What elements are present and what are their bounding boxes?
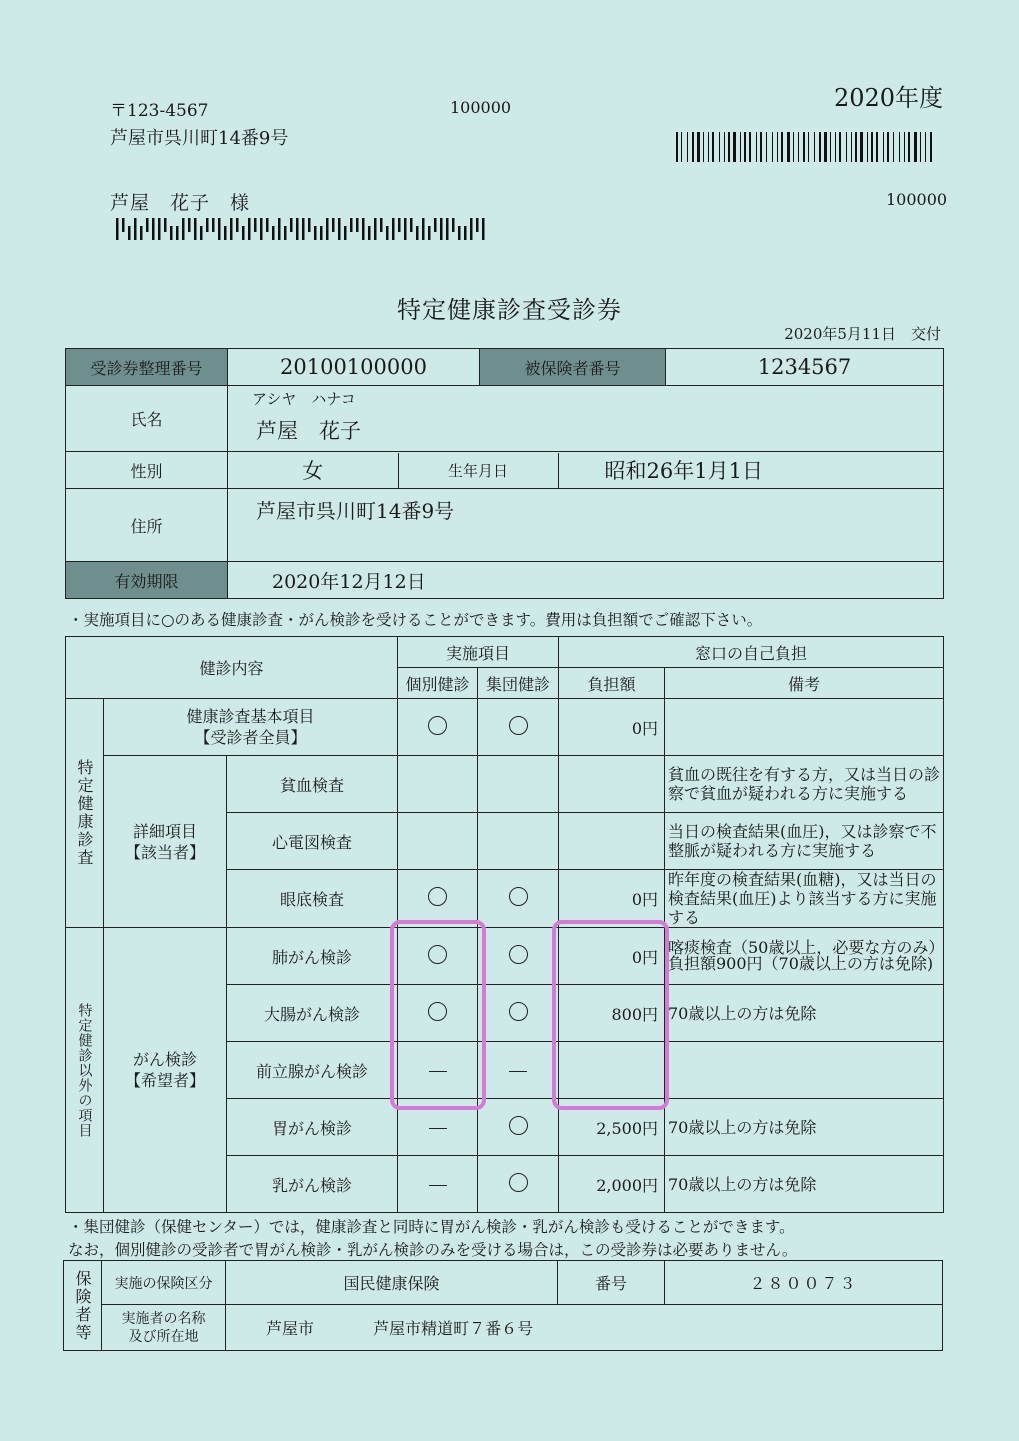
individual-circle-mark: [428, 716, 447, 735]
code-right: 100000: [886, 190, 948, 209]
barcode-bar: [887, 132, 889, 162]
barcode-bar: [883, 132, 884, 162]
barcode-bar: [920, 132, 921, 162]
group-circle-mark: [509, 887, 528, 906]
postal-barcode-bar: [116, 218, 119, 240]
group-mark: [478, 1099, 559, 1156]
postal-barcode-bar: [236, 218, 239, 232]
group-mark: [478, 985, 559, 1042]
postal-code: 〒123-4567: [110, 101, 209, 121]
exam-table: [65, 636, 944, 1213]
cost: 2,500円: [559, 1099, 665, 1156]
postal-barcode-bar: [248, 218, 251, 240]
exam-row: [66, 756, 944, 813]
note-group-line1: ・集団健診（保健センター）では，健康診査と同時に胃がん検診・乳がん検診も受けることができます。: [68, 1218, 795, 1236]
remarks: 貧血の既往を有する方，又は当日の診察で貧血が疑われる方に実施する: [665, 756, 944, 813]
barcode-bar: [772, 132, 773, 162]
individual-dash-mark: [429, 1185, 447, 1186]
remarks: 当日の検査結果(血圧)，又は診察で不整脈が疑われる方に実施する: [665, 813, 944, 870]
remarks: [665, 1042, 944, 1099]
insurer-name-label: 実施者の名称 及び所在地: [102, 1305, 226, 1351]
postal-barcode-bar: [368, 226, 371, 240]
exam-name: 前立腺がん検診: [227, 1042, 398, 1099]
header-note: 備考: [665, 668, 944, 699]
remarks: 70歳以上の方は免除: [665, 985, 944, 1042]
sex-label: 性別: [66, 452, 228, 489]
postal-barcode-bar: [308, 218, 311, 232]
cost: 800円: [559, 985, 665, 1042]
exam-row: [66, 928, 944, 985]
barcode-bar: [712, 132, 714, 162]
barcode-bar: [676, 132, 678, 162]
section-other-items: 特定健診以外の項目: [66, 928, 104, 1213]
exam-name: 大腸がん検診: [227, 985, 398, 1042]
postal-barcode-bar: [152, 218, 155, 240]
postal-barcode-bar: [398, 218, 401, 232]
postal-barcode-bar: [182, 218, 185, 240]
barcode-bar: [876, 132, 878, 162]
insurer-location: 芦屋市精道町７番６号: [373, 1319, 534, 1338]
insurer-name: 芦屋市: [266, 1319, 315, 1338]
insured-no-label: 被保険者番号: [480, 349, 666, 386]
note-group: [68, 1216, 797, 1262]
insurer-section: 保険者等: [64, 1261, 102, 1351]
header-individual: 個別健診: [398, 668, 478, 699]
barcode-bar: [703, 132, 704, 162]
cost: [559, 813, 665, 870]
postal-barcode-bar: [320, 226, 323, 240]
individual-mark: [398, 813, 478, 870]
barcode-bar: [904, 132, 905, 162]
insurance-type-label: 実施の保険区分: [102, 1261, 226, 1305]
barcode-bar: [851, 132, 852, 162]
barcode-bar: [692, 132, 694, 162]
postal-barcode-bar: [434, 218, 437, 232]
postal-barcode-bar: [188, 218, 191, 232]
postal-barcode-bar: [170, 226, 173, 240]
remarks: 70歳以上の方は免除: [665, 1099, 944, 1156]
insurance-type: 国民健康保険: [226, 1261, 558, 1305]
postal-barcode-bar: [416, 226, 419, 240]
group-mark: [478, 1156, 559, 1213]
postal-barcode-bar: [140, 226, 143, 240]
barcode-bar: [899, 132, 900, 162]
barcode-bar: [749, 132, 751, 162]
postal-barcode-bar: [386, 226, 389, 240]
detail-items-label: 詳細項目 【該当者】: [104, 756, 227, 928]
insurer-no: ２８００７３: [665, 1261, 943, 1305]
insurer-table: [63, 1260, 943, 1351]
postal-barcode-bar: [338, 218, 341, 240]
barcode-bar: [787, 132, 790, 162]
code-top: 100000: [450, 98, 512, 117]
exam-row: [66, 699, 944, 756]
group-mark: [478, 756, 559, 813]
remarks: [665, 699, 944, 756]
postal-barcode-bar: [332, 218, 335, 232]
barcode-bar: [914, 132, 917, 162]
basic-items-label: 健康診査基本項目 【受診者全員】: [104, 699, 398, 756]
barcode-bar: [867, 132, 868, 162]
mailing-address: 芦屋市呉川町14番9号: [110, 128, 289, 149]
group-circle-mark: [509, 1002, 528, 1021]
postal-barcode-bar: [404, 218, 407, 240]
postal-barcode-bar: [452, 218, 455, 232]
postal-barcode-bar: [464, 226, 467, 240]
remarks: 70歳以上の方は免除: [665, 1156, 944, 1213]
header-cost: 負担額: [559, 668, 665, 699]
individual-mark: [398, 699, 478, 756]
postal-barcode-bar: [164, 218, 167, 232]
barcode-bar: [893, 132, 894, 162]
section-specific-checkup: 特定健康診査: [66, 699, 104, 928]
barcode-bar: [814, 132, 815, 162]
postal-barcode-bar: [128, 226, 131, 240]
ticket-no-label: 受診券整理番号: [66, 349, 228, 386]
header-self-pay: 窓口の自己負担: [559, 637, 944, 668]
exam-name: 乳がん検診: [227, 1156, 398, 1213]
postal-barcode-bar: [458, 226, 461, 240]
postal-barcode-bar: [440, 218, 443, 240]
header-group: 集団健診: [478, 668, 559, 699]
postal-barcode-bar: [176, 226, 179, 240]
exam-name: 貧血検査: [227, 756, 398, 813]
postal-barcode-bar: [254, 218, 257, 232]
postal-barcode-bar: [428, 226, 431, 240]
group-circle-mark: [509, 945, 528, 964]
postal-barcode-bar: [446, 218, 449, 240]
postal-barcode-bar: [356, 218, 359, 232]
cost: 0円: [559, 870, 665, 928]
barcode-bar: [860, 132, 863, 162]
note-group-line2: なお，個別健診の受診者で胃がん検診・乳がん検診のみを受ける場合は，この受診券は必要ありません。: [68, 1241, 798, 1259]
postal-barcode-bar: [158, 218, 161, 240]
postal-barcode-bar: [230, 218, 233, 240]
remarks: 喀痰検査（50歳以上，必要な方のみ）負担額900円（70歳以上の方は免除): [665, 928, 944, 985]
name: 芦屋 花子: [256, 419, 361, 443]
individual-mark: [398, 870, 478, 928]
barcode-bar: [681, 132, 682, 162]
valid-date: 2020年12月12日: [228, 562, 944, 599]
postal-barcode-bar: [242, 226, 245, 240]
document-title: 特定健康診査受診券: [397, 296, 622, 324]
barcode-bar: [760, 132, 762, 162]
postal-barcode-bar: [224, 226, 227, 240]
postal-barcode-bar: [260, 218, 263, 240]
barcode-bar: [687, 132, 688, 162]
group-circle-mark: [509, 1116, 528, 1135]
cost: 0円: [559, 699, 665, 756]
cost: [559, 756, 665, 813]
postal-barcode-bar: [344, 226, 347, 240]
barcode-bar: [728, 132, 730, 162]
postal-barcode-bar: [482, 218, 485, 240]
postal-barcode-bar: [134, 218, 137, 240]
group-circle-mark: [509, 716, 528, 735]
barcode-bar: [803, 132, 805, 162]
highlight-individual: [390, 920, 486, 1110]
postal-barcode-bar: [362, 218, 365, 240]
barcode-bar: [724, 132, 725, 162]
individual-dash-mark: [429, 1128, 447, 1129]
barcode-bar: [708, 132, 709, 162]
postal-barcode-bar: [194, 218, 197, 240]
cost: 0円: [559, 928, 665, 985]
name-kana: アシヤ ハナコ: [252, 390, 356, 408]
postal-barcode-bar: [326, 218, 329, 240]
exam-name: 心電図検査: [227, 813, 398, 870]
address: 芦屋市呉川町14番9号: [228, 489, 944, 562]
barcode-bar: [835, 132, 836, 162]
highlight-cost: [552, 920, 669, 1110]
postal-barcode-bar: [212, 218, 215, 232]
dob-label: 生年月日: [398, 453, 558, 488]
exam-name: 胃がん検診: [227, 1099, 398, 1156]
header-items: 実施項目: [398, 637, 559, 668]
postal-barcode-bar: [146, 218, 149, 232]
barcode-bar: [839, 132, 841, 162]
remarks: 昨年度の検査結果(血糖)，又は当日の検査結果(血圧)より該当する方に実施する: [665, 870, 944, 928]
barcode-bar: [855, 132, 857, 162]
insured-no: 1234567: [666, 349, 944, 386]
barcode: [676, 132, 934, 162]
barcode-bar: [819, 132, 821, 162]
barcode-bar: [766, 132, 767, 162]
group-dash-mark: [509, 1071, 527, 1072]
note-items: ・実施項目に○のある健康診査・がん検診を受けることができます。費用は負担額でご確認下さい。: [68, 611, 763, 629]
recipient-name: 芦屋 花子 様: [110, 192, 251, 214]
personal-info-table: [65, 348, 944, 599]
postal-barcode-bar: [470, 218, 473, 240]
barcode-bar: [830, 132, 831, 162]
barcode-bar: [740, 132, 741, 162]
barcode-bar: [719, 132, 720, 162]
postal-barcode-bar: [380, 218, 383, 232]
postal-barcode-bar: [392, 218, 395, 240]
insurer-no-label: 番号: [558, 1261, 665, 1305]
cost: 2,000円: [559, 1156, 665, 1213]
name-label: 氏名: [66, 386, 228, 452]
barcode-bar: [697, 132, 700, 162]
postal-barcode-bar: [272, 226, 275, 240]
barcode-bar: [824, 132, 827, 162]
postal-barcode-bar: [266, 218, 269, 232]
barcode-bar: [908, 132, 910, 162]
group-circle-mark: [509, 1173, 528, 1192]
address-label: 住所: [66, 489, 228, 562]
individual-mark: [398, 756, 478, 813]
fiscal-year: 2020年度: [834, 84, 944, 112]
exam-name: 眼底検査: [227, 870, 398, 928]
barcode-bar: [733, 132, 736, 162]
postal-barcode-bar: [350, 218, 353, 232]
postal-barcode-bar: [284, 226, 287, 240]
barcode-bar: [808, 132, 809, 162]
issue-date: 2020年5月11日 交付: [784, 325, 941, 343]
barcode-bar: [781, 132, 783, 162]
individual-circle-mark: [428, 887, 447, 906]
postal-barcode: [116, 218, 492, 240]
barcode-bar: [925, 132, 926, 162]
postal-barcode-bar: [218, 218, 221, 240]
barcode-bar: [777, 132, 778, 162]
barcode-bar: [798, 132, 799, 162]
header-content: 健診内容: [66, 637, 398, 699]
postal-barcode-bar: [374, 218, 377, 240]
group-mark: [478, 699, 559, 756]
valid-label: 有効期限: [66, 562, 228, 599]
postal-barcode-bar: [278, 218, 281, 240]
postal-barcode-bar: [296, 218, 299, 240]
dob: 昭和26年1月1日: [604, 459, 763, 483]
barcode-bar: [846, 132, 847, 162]
group-mark: [478, 870, 559, 928]
postal-barcode-bar: [206, 218, 209, 232]
postal-barcode-bar: [422, 218, 425, 240]
postal-barcode-bar: [290, 218, 293, 232]
ticket-no: 20100100000: [228, 349, 480, 386]
postal-barcode-bar: [122, 218, 125, 232]
group-mark: [478, 813, 559, 870]
cancer-screening-label: がん検診 【希望者】: [104, 928, 227, 1213]
exam-name: 肺がん検診: [227, 928, 398, 985]
postal-barcode-bar: [200, 226, 203, 240]
barcode-bar: [930, 132, 932, 162]
barcode-bar: [744, 132, 746, 162]
group-mark: [478, 1042, 559, 1099]
barcode-bar: [793, 132, 794, 162]
postal-barcode-bar: [476, 218, 479, 232]
postal-barcode-bar: [314, 226, 317, 240]
postal-barcode-bar: [410, 218, 413, 232]
postal-barcode-bar: [302, 218, 305, 240]
sex: 女: [228, 453, 398, 488]
group-mark: [478, 928, 559, 985]
barcode-bar: [871, 132, 873, 162]
barcode-bar: [756, 132, 757, 162]
individual-mark: [398, 1156, 478, 1213]
